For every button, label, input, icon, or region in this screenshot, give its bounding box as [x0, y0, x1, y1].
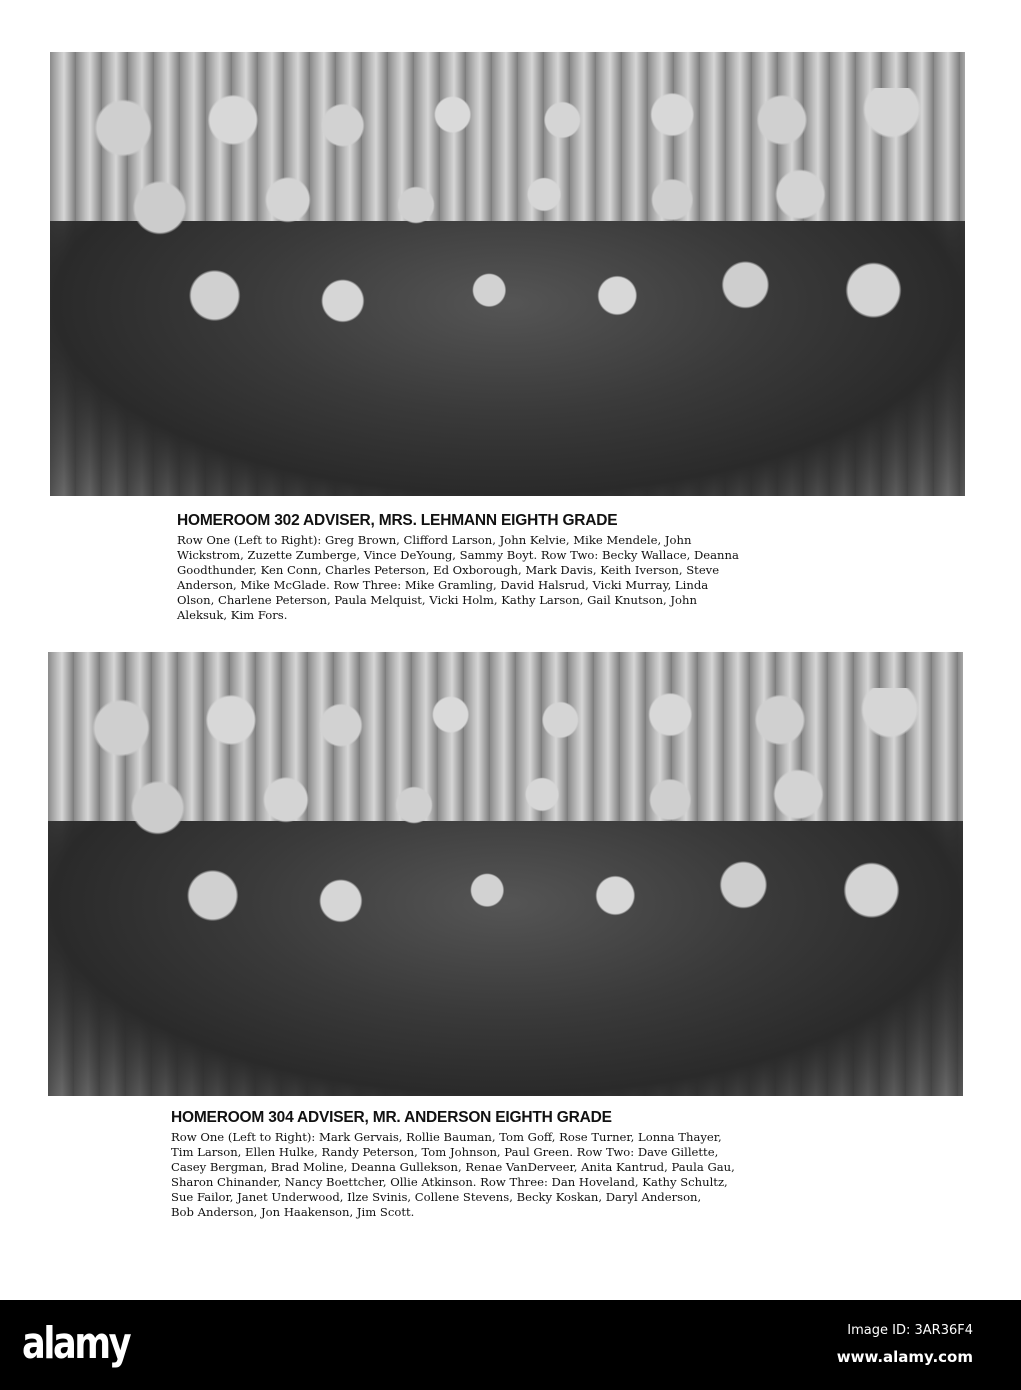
caption-line: Olson, Charlene Peterson, Paula Melquist, Vicki Holm, Kathy Larson, Gail Knutson, John: [177, 593, 697, 607]
caption-line: Bob Anderson, Jon Haakenson, Jim Scott.: [171, 1205, 415, 1219]
watermark-url: www.alamy.com: [836, 1348, 973, 1366]
watermark-bar: [0, 1300, 1021, 1390]
caption-line: Sue Failor, Janet Underwood, Ilze Svinis, Collene Stevens, Becky Koskan, Daryl Anderson,: [171, 1190, 702, 1204]
caption-title: HOMEROOM 302 ADVISER, MRS. LEHMANN EIGHTH GRADE: [177, 512, 618, 529]
caption-line: Aleksuk, Kim Fors.: [177, 608, 288, 622]
caption-line: Casey Bergman, Brad Moline, Deanna Gullekson, Renae VanDerveer, Anita Kantrud, Paula Gau,: [171, 1160, 735, 1174]
students: [50, 88, 965, 354]
alamy-logo: alamy: [22, 1318, 130, 1369]
homeroom-304-caption: [171, 1109, 735, 1220]
image-id: Image ID: 3AR36F4: [847, 1323, 973, 1338]
caption-line: Wickstrom, Zuzette Zumberge, Vince DeYoung, Sammy Boyt. Row Two: Becky Wallace, Deanna: [177, 548, 739, 562]
caption-line: Row One (Left to Right): Mark Gervais, Rollie Bauman, Tom Goff, Rose Turner, Lonna Thayer,: [171, 1130, 722, 1144]
students: [48, 688, 963, 954]
caption-line: Goodthunder, Ken Conn, Charles Peterson, Ed Oxborough, Mark Davis, Keith Iverson, Steve: [177, 563, 720, 577]
homeroom-302-caption: [177, 512, 739, 623]
caption-line: Tim Larson, Ellen Hulke, Randy Peterson, Tom Johnson, Paul Green. Row Two: Dave Gillette,: [171, 1145, 719, 1159]
caption-title: HOMEROOM 304 ADVISER, MR. ANDERSON EIGHTH GRADE: [171, 1109, 612, 1126]
homeroom-304-class-photo: [48, 652, 963, 1096]
caption-line: Row One (Left to Right): Greg Brown, Clifford Larson, John Kelvie, Mike Mendele, John: [177, 533, 692, 547]
homeroom-302-class-photo: [50, 52, 965, 496]
caption-line: Sharon Chinander, Nancy Boettcher, Ollie Atkinson. Row Three: Dan Hoveland, Kathy Schultz,: [171, 1175, 728, 1189]
caption-line: Anderson, Mike McGlade. Row Three: Mike Gramling, David Halsrud, Vicki Murray, Linda: [177, 578, 709, 592]
